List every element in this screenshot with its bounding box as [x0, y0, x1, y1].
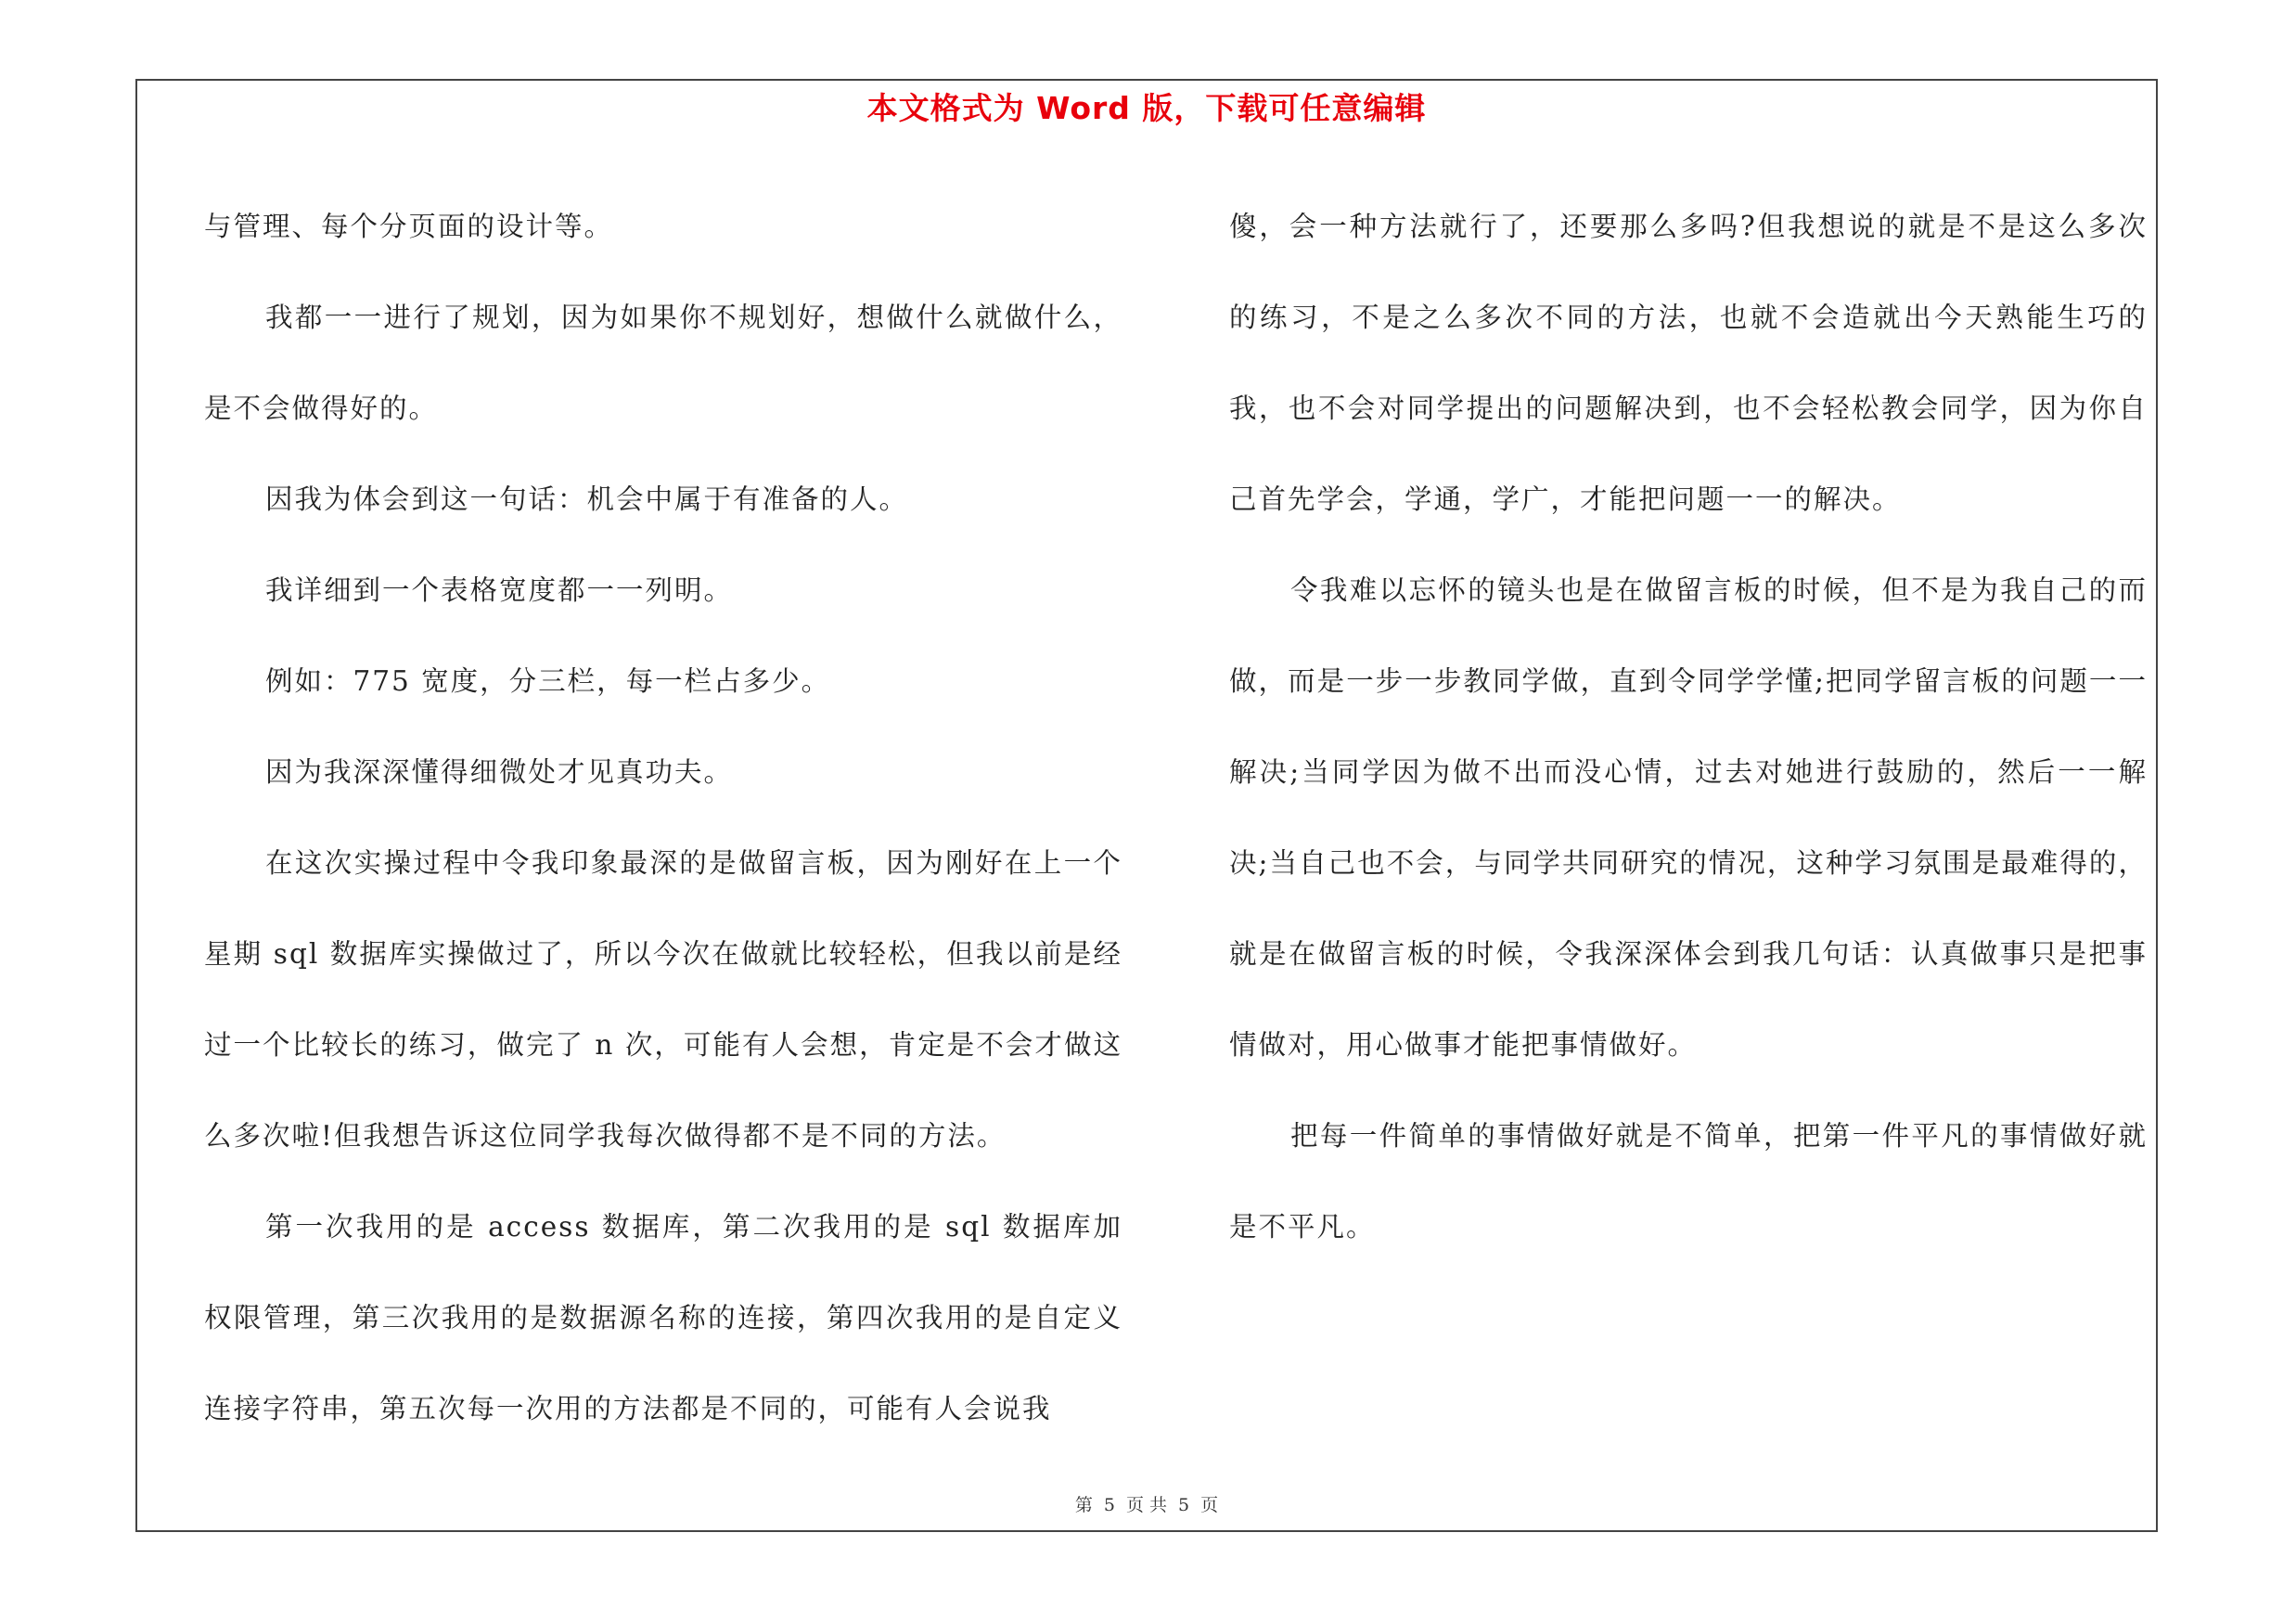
paragraph: 我都一一进行了规划，因为如果你不规划好，想做什么就做什么，是不会做得好的。 — [204, 302, 1122, 424]
page-footer — [135, 1492, 2158, 1518]
paragraph: 令我难以忘怀的镜头也是在做留言板的时候，但不是为我自己的而做，而是一步一步教同学做，直到令同学学懂;把同学留言板的问题一一解决;当同学因为做不出而没心情，过去对她进行鼓励的，然后一一解决;当自己也不会，与同学共同研究的情况，这种学习氛围是最难得的，就是在做留言板的时候，令我深深体会到我几句话：认真做事只是把事情做对，用心做事才能把事情做好。 — [1229, 574, 2148, 1061]
paragraph: 例如：775 宽度，分三栏，每一栏占多少。 — [265, 665, 831, 697]
paragraph: 傻，会一种方法就行了，还要那么多吗?但我想说的就是不是这么多次的练习，不是之么多次不同的方法，也就不会造就出今天熟能生巧的我，也不会对同学提出的问题解决到，也不会轻松教会同学，因为你自己首先学会，学通，学广，才能把问题一一的解决。 — [1229, 211, 2148, 515]
paragraph: 因为我深深懂得细微处才见真功夫。 — [265, 756, 734, 788]
footer-suffix: 页 — [1200, 1495, 1219, 1515]
paragraph: 第一次我用的是 access 数据库，第二次我用的是 sql 数据库加权限管理，第三次我用的是数据源名称的连接，第四次我用的是自定义连接字符串，第五次每一次用的方法都是不同的，可能有人会说我 — [204, 1211, 1122, 1424]
right-column — [1229, 181, 2148, 1272]
paragraph: 把每一件简单的事情做好就是不简单，把第一件平凡的事情做好就是不平凡。 — [1229, 1120, 2148, 1243]
paragraph: 我详细到一个表格宽度都一一列明。 — [265, 574, 734, 606]
document-header: 本文格式为 Word 版，下载可任意编辑 — [866, 90, 1427, 126]
footer-page-number: 5 — [1103, 1495, 1115, 1515]
paragraph: 在这次实操过程中令我印象最深的是做留言板，因为刚好在上一个星期 sql 数据库实操做过了，所以今次在做就比较轻松，但我以前是经过一个比较长的练习，做完了 n 次，可能有人会想，肯定是不会才做这么多次啦!但我想告诉这位同学我每次做得都不是不同的方法。 — [204, 847, 1122, 1152]
footer-middle: 页 共 — [1125, 1495, 1168, 1515]
paragraph: 因我为体会到这一句话：机会中属于有准备的人。 — [265, 483, 909, 515]
footer-total-pages: 5 — [1178, 1495, 1190, 1515]
footer-prefix: 第 — [1074, 1495, 1093, 1515]
paragraph: 与管理、每个分页面的设计等。 — [204, 211, 614, 242]
left-column — [204, 181, 1122, 1454]
